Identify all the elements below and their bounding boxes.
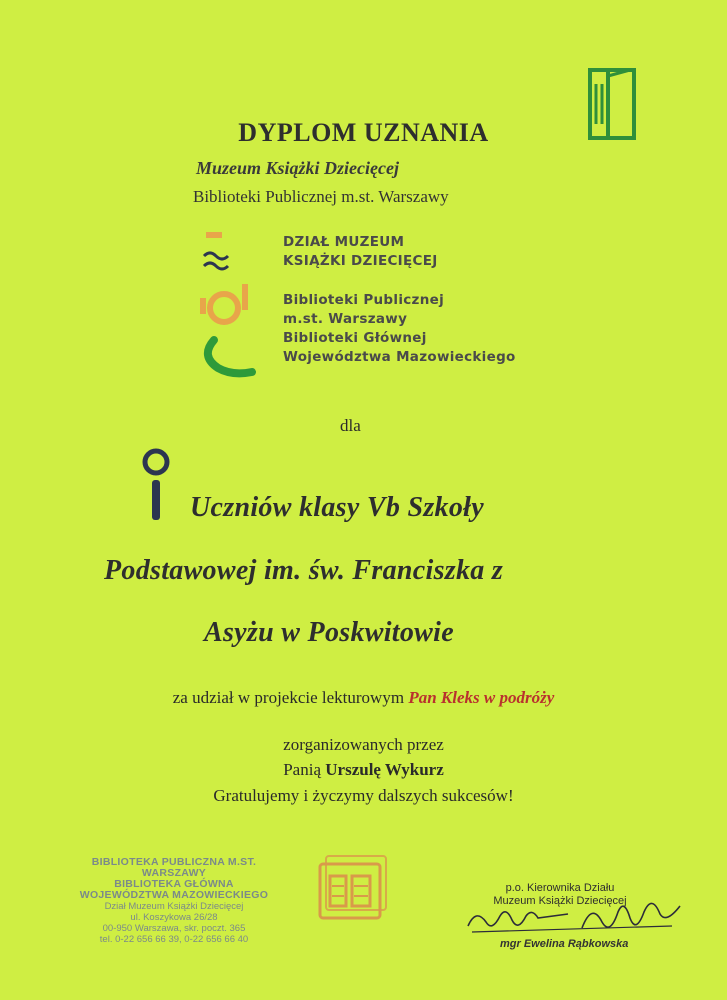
recipient-line-2: Podstawowej im. św. Franciszka z — [104, 555, 504, 586]
stamp-line-5: ul. Koszykowa 26/28 — [130, 912, 218, 923]
recipient-line-3: Asyżu w Poskwitowie — [204, 617, 454, 648]
logo-library-text — [283, 291, 516, 367]
museum-name: Muzeum Książki Dziecięcej — [196, 158, 399, 178]
stamp-line-4: Dział Muzeum Książki Dziecięcej — [104, 901, 244, 912]
stamp-line-3: WOJEWÓDZTWA MAZOWIECKIEGO — [79, 889, 269, 901]
organizer-prefix: Panią — [283, 760, 321, 779]
wishes-text: Gratulujemy i życzymy dalszych sukcesów! — [213, 786, 514, 805]
logo-department-text — [283, 233, 438, 271]
logo-line-4: m.st. Warszawy — [283, 311, 408, 327]
project-name: Pan Kleks w podróży — [408, 688, 555, 707]
catalog-stamp-icon — [316, 852, 392, 924]
signature-role-2: Muzeum Książki Dziecięcej — [493, 895, 627, 907]
recipient-line-1: Uczniów klasy Vb Szkoły — [190, 492, 484, 523]
logo-line-1: DZIAŁ MUZEUM — [283, 234, 405, 250]
stamp-line-7: tel. 0-22 656 66 39, 0-22 656 66 40 — [99, 934, 249, 945]
logo-line-5: Biblioteki Głównej — [283, 330, 427, 346]
stamp-line-1: BIBLIOTEKA PUBLICZNA M.ST. WARSZAWY — [91, 856, 257, 879]
organizer-line — [0, 760, 727, 780]
for-label: dla — [340, 416, 361, 435]
logo-line-2: KSIĄŻKI DZIECIĘCEJ — [283, 253, 438, 269]
signature-role-1: p.o. Kierownika Działu — [505, 882, 615, 894]
project-line — [0, 688, 727, 708]
signature-name: mgr Ewelina Rąbkowska — [500, 938, 629, 950]
organized-by: zorganizowanych przez — [283, 735, 444, 754]
stamp-line-6: 00-950 Warszawa, skr. poczt. 365 — [102, 923, 246, 934]
project-prefix: za udział w projekcie lekturowym — [172, 688, 405, 707]
document-title: DYPLOM UZNANIA — [238, 118, 489, 147]
organizer-name: Urszulę Wykurz — [325, 760, 444, 779]
logo-line-3: Biblioteki Publicznej — [283, 292, 445, 308]
library-name: Biblioteki Publicznej m.st. Warszawy — [193, 187, 449, 206]
logo-line-6: Województwa Mazowieckiego — [283, 349, 516, 365]
stamp-line-2: BIBLIOTEKA GŁÓWNA — [114, 878, 234, 890]
museum-logo-icon — [196, 228, 268, 388]
magnifier-ornament-icon — [140, 446, 184, 522]
handwritten-signature-icon — [462, 898, 702, 942]
library-stamp — [64, 857, 284, 945]
